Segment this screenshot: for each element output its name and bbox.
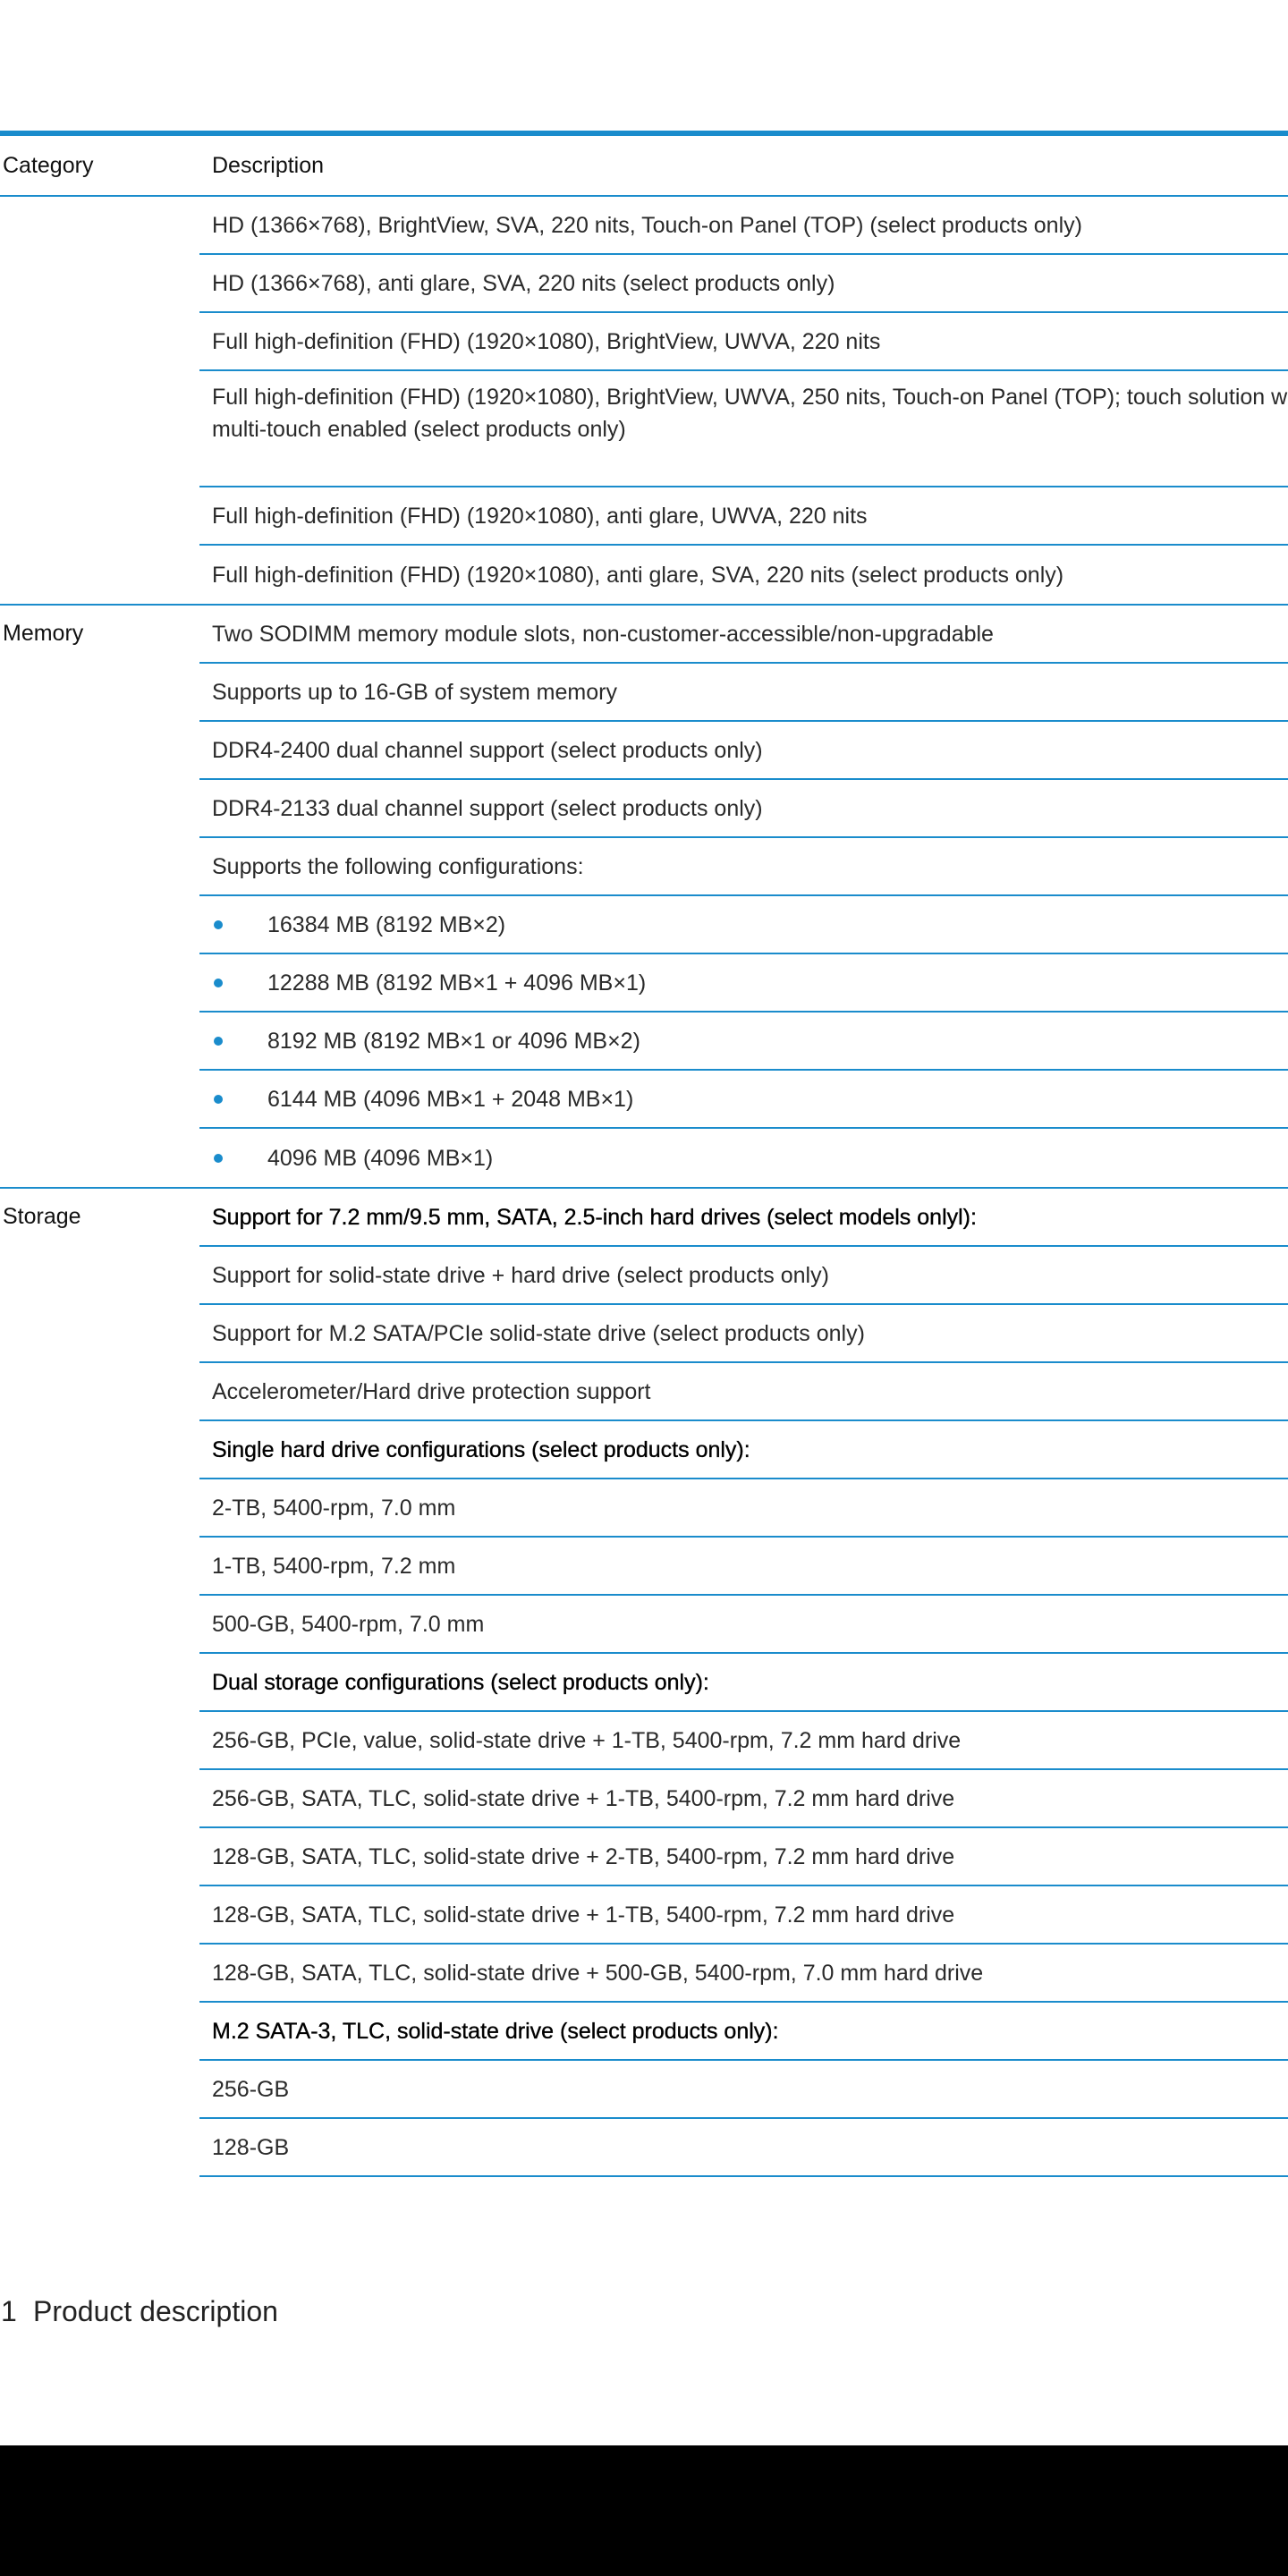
table-row <box>199 722 1288 780</box>
table-group-display <box>0 197 1288 606</box>
table-row <box>199 2061 1288 2119</box>
group-rows <box>199 1189 1288 2177</box>
row-text: DDR4-2400 dual channel support (select products only) <box>212 737 763 763</box>
table-row <box>199 1363 1288 1421</box>
table-row-subheading <box>199 1654 1288 1712</box>
bullet-icon <box>214 1037 223 1046</box>
page-footer <box>0 2293 278 2329</box>
row-text: HD (1366×768), anti glare, SVA, 220 nits (select products only) <box>212 270 835 296</box>
row-text: Single hard drive configurations (select products only): <box>212 1436 750 1462</box>
table-row-bullet <box>199 1129 1288 1187</box>
table-row-bullet <box>199 1013 1288 1071</box>
row-text-line-1: Full high-definition (FHD) (1920×1080), BrightView, UWVA, 250 nits, Touch-on Panel (TOP); touch solution w <box>212 385 1288 410</box>
row-text: 256-GB, PCIe, value, solid-state drive + 1-TB, 5400-rpm, 7.2 mm hard drive <box>212 1727 962 1753</box>
table-group-storage <box>0 1189 1288 2177</box>
table-row <box>199 1828 1288 1886</box>
header-category: Category <box>3 153 94 178</box>
row-text: 256-GB, SATA, TLC, solid-state drive + 1-TB, 5400-rpm, 7.2 mm hard drive <box>212 1785 955 1811</box>
row-text: 128-GB, SATA, TLC, solid-state drive + 500-GB, 5400-rpm, 7.0 mm hard drive <box>212 1960 984 1986</box>
table-row <box>199 780 1288 838</box>
table-row-bullet <box>199 954 1288 1013</box>
row-text: Full high-definition (FHD) (1920×1080), BrightView, UWVA, 220 nits <box>212 328 881 354</box>
table-row-subheading <box>199 2003 1288 2061</box>
table-row <box>199 838 1288 896</box>
table-row <box>199 1712 1288 1770</box>
row-text: M.2 SATA-3, TLC, solid-state drive (select products only): <box>212 2018 779 2044</box>
table-row <box>199 197 1288 255</box>
row-text: Dual storage configurations (select products only): <box>212 1669 709 1695</box>
row-text: 4096 MB (4096 MB×1) <box>267 1145 494 1171</box>
bullet-icon <box>214 920 223 929</box>
row-text: 128-GB <box>212 2134 290 2160</box>
row-text: 128-GB, SATA, TLC, solid-state drive + 1-TB, 5400-rpm, 7.2 mm hard drive <box>212 1902 955 1928</box>
row-text: DDR4-2133 dual channel support (select products only) <box>212 795 763 821</box>
group-category-label: Storage <box>3 1204 81 1229</box>
table-row <box>199 2119 1288 2177</box>
bullet-icon <box>214 1154 223 1163</box>
table-row <box>199 1479 1288 1538</box>
table-row <box>199 664 1288 722</box>
group-rows <box>199 606 1288 1187</box>
table-row <box>199 1538 1288 1596</box>
table-row <box>199 1945 1288 2003</box>
table-group-memory <box>0 606 1288 1189</box>
table-row <box>199 487 1288 546</box>
table-row <box>199 371 1288 487</box>
table-row-bullet <box>199 896 1288 954</box>
table-header-row <box>0 136 1288 197</box>
group-rows <box>199 197 1288 604</box>
row-text: Supports up to 16-GB of system memory <box>212 679 617 705</box>
row-text: Support for solid-state drive + hard drive (select products only) <box>212 1262 829 1288</box>
group-category-label: Memory <box>3 621 84 646</box>
table-row <box>199 255 1288 313</box>
row-text-line-2: multi-touch enabled (select products only) <box>212 417 626 442</box>
table-row <box>199 1596 1288 1654</box>
row-text: Full high-definition (FHD) (1920×1080), anti glare, SVA, 220 nits (select products only) <box>212 562 1064 588</box>
row-text: 128-GB, SATA, TLC, solid-state drive + 2-TB, 5400-rpm, 7.2 mm hard drive <box>212 1843 955 1869</box>
table-row <box>199 606 1288 664</box>
row-text: HD (1366×768), BrightView, SVA, 220 nits, Touch-on Panel (TOP) (select products only) <box>212 212 1082 238</box>
table-row <box>199 546 1288 604</box>
row-text: 1-TB, 5400-rpm, 7.2 mm <box>212 1553 456 1579</box>
row-text: 6144 MB (4096 MB×1 + 2048 MB×1) <box>267 1086 634 1112</box>
row-text: Accelerometer/Hard drive protection support <box>212 1378 651 1404</box>
row-text: Support for M.2 SATA/PCIe solid-state drive (select products only) <box>212 1320 865 1346</box>
row-text: 12288 MB (8192 MB×1 + 4096 MB×1) <box>267 970 647 996</box>
bullet-icon <box>214 1095 223 1104</box>
table-row-subheading <box>199 1421 1288 1479</box>
row-text: 500-GB, 5400-rpm, 7.0 mm <box>212 1611 485 1637</box>
table-row <box>199 1886 1288 1945</box>
row-text: Full high-definition (FHD) (1920×1080), anti glare, UWVA, 220 nits <box>212 503 868 529</box>
footer-section-title: Product description <box>33 2295 278 2327</box>
table-row <box>199 313 1288 371</box>
table-row <box>199 1247 1288 1305</box>
page-number: 1 <box>1 2295 17 2327</box>
header-description: Description <box>212 153 325 178</box>
row-text: Supports the following configurations: <box>212 853 584 879</box>
table-row <box>199 1305 1288 1363</box>
table-row-subheading <box>199 1189 1288 1247</box>
spec-table-body <box>0 197 1288 2177</box>
bullet-icon <box>214 979 223 987</box>
row-text: 256-GB <box>212 2076 290 2102</box>
table-row <box>199 1770 1288 1828</box>
bottom-black-band <box>0 2445 1288 2576</box>
row-text: 2-TB, 5400-rpm, 7.0 mm <box>212 1495 456 1521</box>
row-text: Two SODIMM memory module slots, non-customer-accessible/non-upgradable <box>212 621 994 647</box>
row-text: 8192 MB (8192 MB×1 or 4096 MB×2) <box>267 1028 640 1054</box>
row-text: 16384 MB (8192 MB×2) <box>267 911 506 937</box>
row-text: Support for 7.2 mm/9.5 mm, SATA, 2.5-inch hard drives (select models onlyl): <box>212 1204 977 1230</box>
table-row-bullet <box>199 1071 1288 1129</box>
